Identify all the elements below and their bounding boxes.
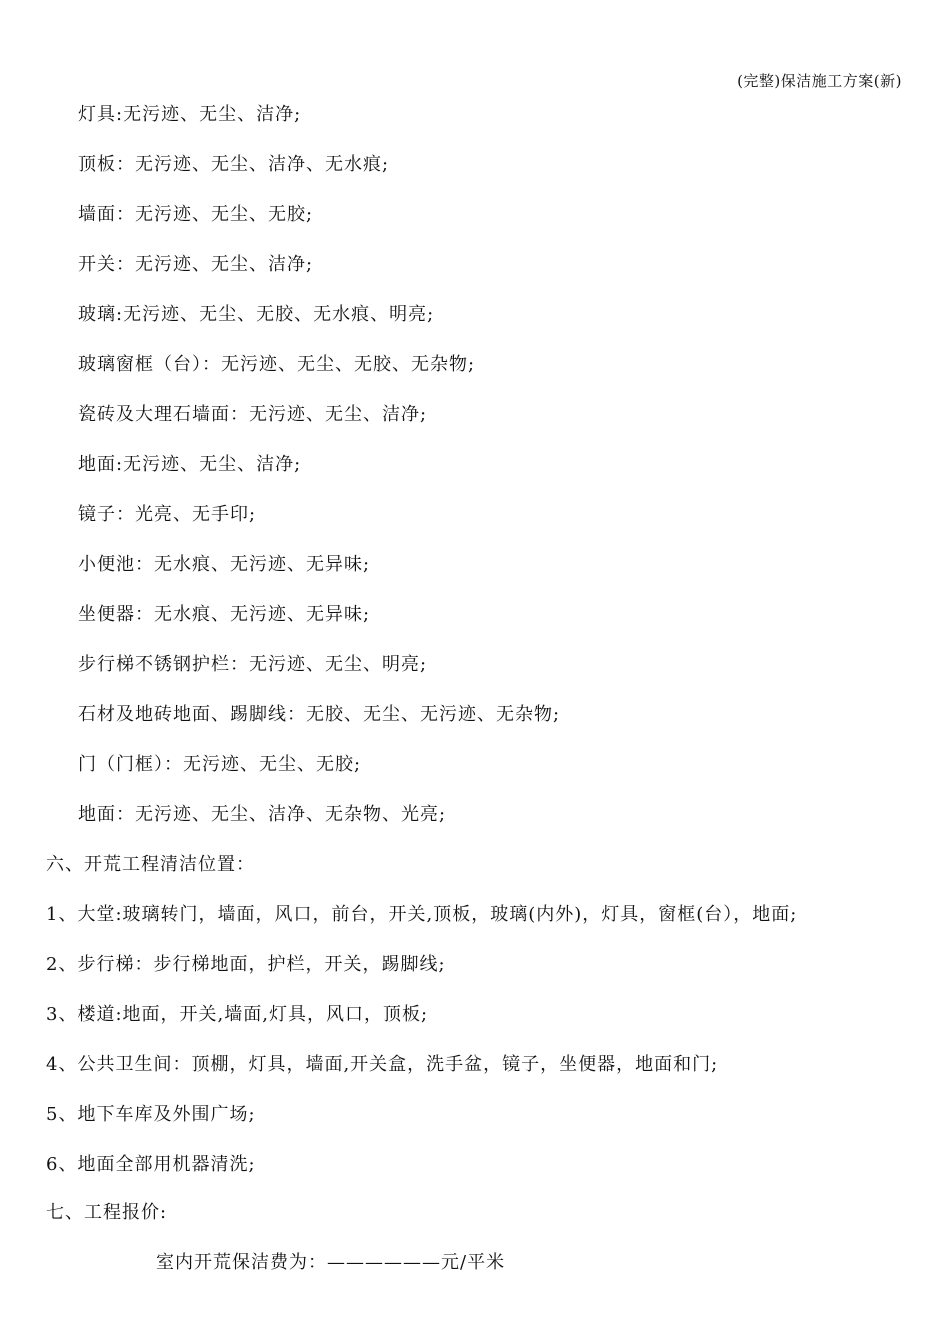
- standard-line-stair-railing: 步行梯不锈钢护栏：无污迹、无尘、明亮;: [78, 654, 428, 675]
- section-6-item-machine-wash: 6、地面全部用机器清洗;: [46, 1154, 256, 1175]
- price-line: 室内开荒保洁费为：——————元/平米: [156, 1252, 506, 1273]
- section-6-item-lobby: 1、大堂:玻璃转门，墙面，风口，前台，开关,顶板，玻璃(内外)，灯具，窗框(台），地面;: [46, 904, 798, 925]
- standard-line-toilet: 坐便器：无水痕、无污迹、无异味;: [78, 604, 371, 625]
- section-6-item-garage: 5、地下车库及外围广场;: [46, 1104, 256, 1125]
- standard-line-floor: 地面:无污迹、无尘、洁净;: [78, 454, 302, 475]
- section-6-item-restroom: 4、公共卫生间：顶棚，灯具，墙面,开关盒，洗手盆，镜子，坐便器，地面和门;: [46, 1054, 719, 1075]
- section-6-item-stairs: 2、步行梯：步行梯地面，护栏，开关，踢脚线;: [46, 954, 446, 975]
- section-7-heading: 七、工程报价:: [46, 1202, 168, 1223]
- standard-line-ceiling: 顶板：无污迹、无尘、洁净、无水痕;: [78, 154, 390, 175]
- standard-line-lamps: 灯具:无污迹、无尘、洁净;: [78, 104, 302, 125]
- section-6-heading: 六、开荒工程清洁位置：: [46, 854, 255, 875]
- standard-line-door: 门（门框）：无污迹、无尘、无胶;: [78, 754, 362, 775]
- standard-line-mirror: 镜子：光亮、无手印;: [78, 504, 257, 525]
- standard-line-glass: 玻璃:无污迹、无尘、无胶、无水痕、明亮;: [78, 304, 435, 325]
- standard-line-urinal: 小便池：无水痕、无污迹、无异味;: [78, 554, 371, 575]
- standard-line-floor-2: 地面：无污迹、无尘、洁净、无杂物、光亮;: [78, 804, 447, 825]
- standard-line-window-frame: 玻璃窗框（台）：无污迹、无尘、无胶、无杂物;: [78, 354, 476, 375]
- document-header-title: (完整)保洁施工方案(新): [737, 72, 902, 90]
- standard-line-switch: 开关：无污迹、无尘、洁净;: [78, 254, 314, 275]
- section-6-item-corridor: 3、楼道:地面，开关,墙面,灯具，风口，顶板;: [46, 1004, 429, 1025]
- standard-line-stone-floor: 石材及地砖地面、踢脚线：无胶、无尘、无污迹、无杂物;: [78, 704, 561, 725]
- standard-line-tile-marble-wall: 瓷砖及大理石墙面：无污迹、无尘、洁净;: [78, 404, 428, 425]
- standard-line-wall: 墙面：无污迹、无尘、无胶;: [78, 204, 314, 225]
